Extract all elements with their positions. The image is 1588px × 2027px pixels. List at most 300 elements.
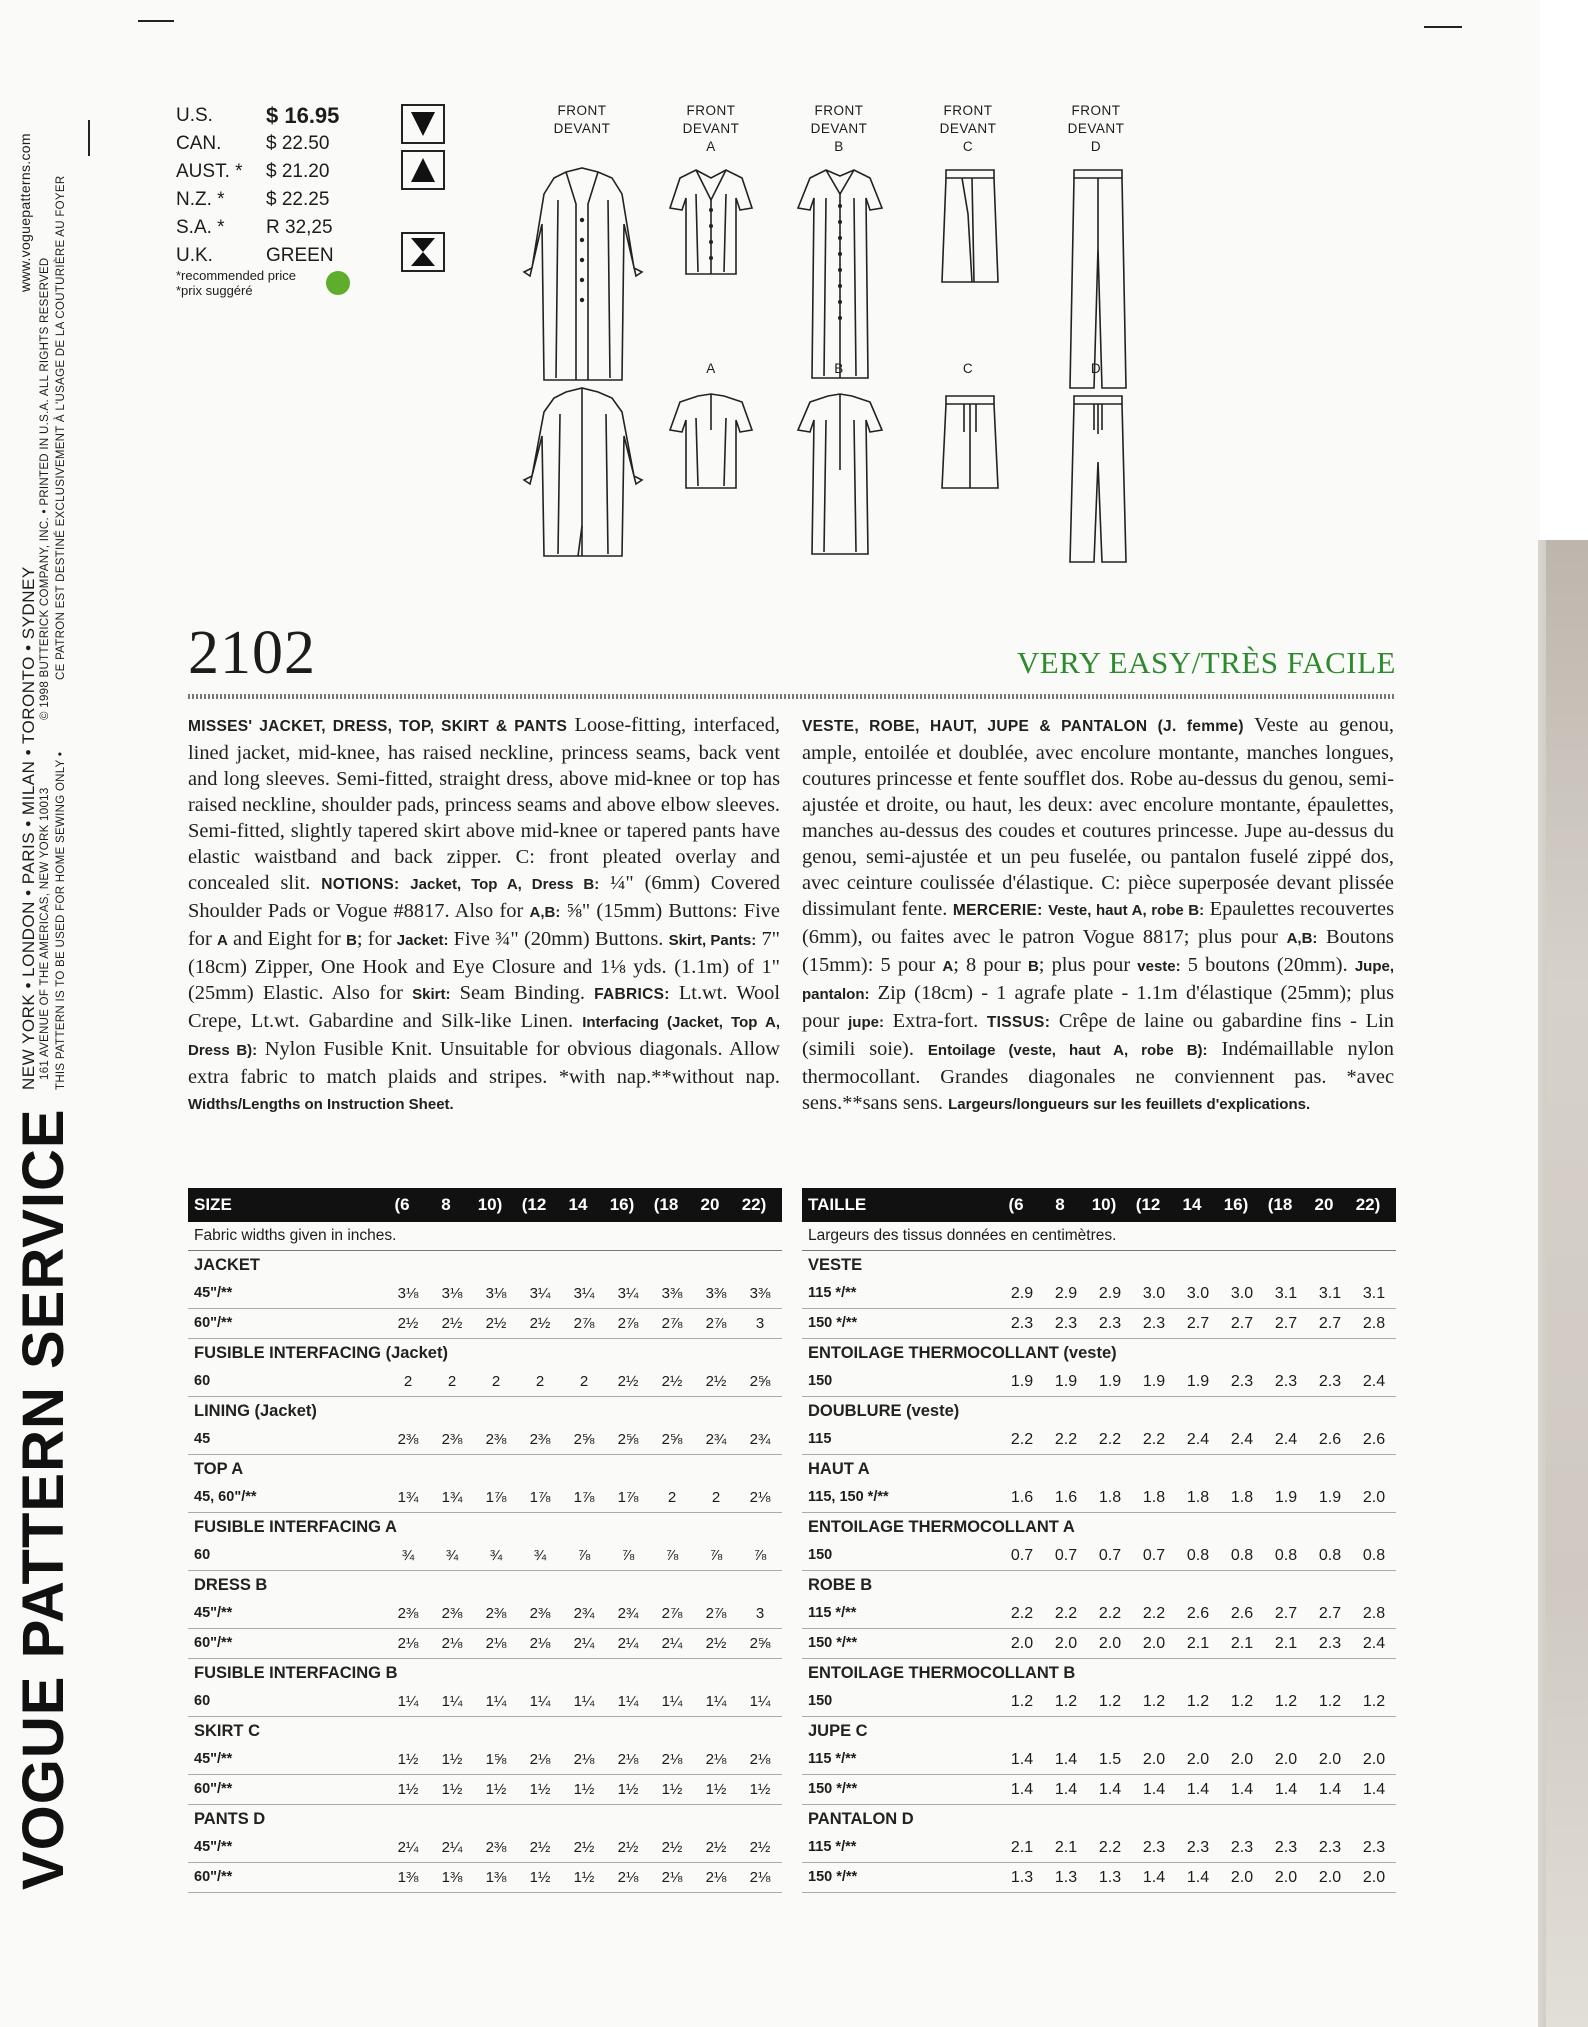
yardage-cell: ¾: [445, 1547, 459, 1564]
yardage-cell: 0.8: [1230, 1547, 1254, 1564]
table-row: [802, 1629, 1396, 1659]
yardage-cell: 2⅜: [397, 1605, 419, 1622]
price-amount: GREEN: [266, 245, 334, 266]
yardage-cell: 2⅛: [617, 1869, 639, 1886]
yardage-cell: 2⅛: [485, 1635, 507, 1652]
yardage-cell: 1½: [617, 1781, 639, 1798]
yardage-cell: 2½: [705, 1839, 727, 1856]
yardage-cell: 2.0: [1010, 1635, 1034, 1652]
yardage-cell: 1.8: [1142, 1489, 1166, 1506]
yardage-cell: 0.8: [1186, 1547, 1210, 1564]
yardage-cell: 2½: [529, 1315, 551, 1332]
yardage-cell: 2.2: [1054, 1431, 1078, 1448]
garment-group-heading: DOUBLURE (veste): [808, 1402, 960, 1420]
yardage-cell: 3⅛: [441, 1285, 463, 1302]
yardage-cell: 1¼: [529, 1693, 551, 1710]
yardage-cell: 2.0: [1274, 1869, 1298, 1886]
yardage-cell: 2.4: [1186, 1431, 1210, 1448]
table-row: [802, 1833, 1396, 1863]
yardage-cell: 2.3: [1098, 1315, 1122, 1332]
yardage-cell: 2⅝: [661, 1431, 683, 1448]
top-a-front-sketch: [666, 164, 756, 276]
brand-vertical: VOGUE PATTERN SERVICE: [11, 1108, 76, 1890]
yardage-cell: 1.6: [1010, 1489, 1034, 1506]
yardage-cell: 1.6: [1054, 1489, 1078, 1506]
yardage-cell: 0.8: [1318, 1547, 1342, 1564]
yardage-cell: 2.3: [1142, 1839, 1166, 1856]
table-row: [802, 1279, 1396, 1309]
description-en: MISSES' JACKET, DRESS, TOP, SKIRT & PANTS Loose-fitting, interfaced, lined jacket, mid-knee, has raised neckline, princess seams, back vent and long sleeves. Semi-fitted, straight dress, above mid-knee or top has raised neckline, shoulder pads, princess seams and above elbow sleeves. Semi-fitted, slightly tapered skirt above mid-knee or tapered pants have elastic waistband and back zipper. C: front pleated overlay and concealed slit. NOTIONS: Jacket, Top A, Dress B: ¼" (6mm) Covered Shoulder Pads or Vogue #8817. Also for A,B: ⅝" (15mm) Buttons: Five for A and Eight for B; for Jacket: Five ¾" (20mm) Buttons. Skirt, Pants: 7" (18cm) Zipper, One Hook and Eye Closure and 1⅛ yds. (1.1m) of 1" (25mm) Elastic. Also for Skirt: Seam Binding. FABRICS: Lt.wt. Wool Crepe, Lt.wt. Gabardine and Silk-like Linen. Interfacing (Jacket, Top A, Dress B): Nylon Fusible Knit. Unsuitable for obvious diagonals. Allow extra fabric to match plaids and stripes. *with nap.**without nap. Widths/Lengths on Instruction Sheet.: [188, 714, 781, 1113]
yardage-cell: 2¾: [573, 1605, 595, 1622]
yardage-cell: 2.7: [1318, 1315, 1342, 1332]
yardage-cell: 2⅞: [617, 1315, 639, 1332]
garment-group-heading: HAUT A: [808, 1460, 870, 1478]
yardage-cell: 2⅞: [573, 1315, 595, 1332]
price-amount: $ 22.50: [266, 133, 330, 154]
yardage-cell: 1.4: [1142, 1869, 1166, 1886]
yardage-cell: 2⅛: [529, 1751, 551, 1768]
yardage-cell: 2.0: [1230, 1869, 1254, 1886]
garment-group-heading: FUSIBLE INTERFACING (Jacket): [194, 1344, 448, 1362]
yardage-cell: 2.7: [1186, 1315, 1210, 1332]
fabric-width-label: 60: [194, 1547, 211, 1563]
yardage-cell: ¾: [533, 1547, 547, 1564]
website-vertical: www.voguepatterns.com: [17, 133, 33, 292]
table-row: [188, 1745, 782, 1775]
yardage-cell: 1.2: [1010, 1693, 1034, 1710]
table-row: [188, 1367, 782, 1397]
yardage-cell: 2.3: [1142, 1315, 1166, 1332]
table-row: [188, 1279, 782, 1309]
yardage-cell: 2⅛: [749, 1869, 771, 1886]
triangle-down-icon: [401, 104, 445, 144]
table-row: [802, 1541, 1396, 1571]
garment-group-heading: LINING (Jacket): [194, 1402, 317, 1420]
yardage-cell: 1½: [705, 1781, 727, 1798]
triangle-up-icon: [401, 150, 445, 190]
yardage-cell: 3.0: [1186, 1285, 1210, 1302]
back-label-a: A: [706, 361, 716, 376]
yardage-cell: 2½: [705, 1373, 727, 1390]
yardage-cell: 1.8: [1230, 1489, 1254, 1506]
yardage-cell: 2.0: [1054, 1635, 1078, 1652]
yardage-cell: 1.4: [1010, 1751, 1034, 1768]
yardage-cell: 2.7: [1230, 1315, 1254, 1332]
table-row: [188, 1541, 782, 1571]
yardage-cell: 2.0: [1142, 1751, 1166, 1768]
yardage-cell: 1.8: [1186, 1489, 1210, 1506]
description-fr: VESTE, ROBE, HAUT, JUPE & PANTALON (J. femme) Veste au genou, ample, entoilée et doublée, avec encolure montante, manches longues, coutures princesse et fente soufflet dos. Robe au-dessus du genou, semi-ajustée et droite, ou haut, les deux: avec encolure montante, épaulettes, manches au-dessus des coudes et coutures princesse. Jupe au-dessus du genou, semi-ajustée et un peu fuselée, ou pantalon fuselé zippé dos, avec ceinture coulissée d'élastique. C: pièce superposée devant plissée dissimulant fente. MERCERIE: Veste, haut A, robe B: Epaulettes recouvertes (6mm), ou faites avec le patron Vogue 8817; plus pour A,B: Boutons (15mm): 5 pour A; 8 pour B; plus pour veste: 5 boutons (20mm). Jupe, pantalon: Zip (18cm) - 1 agrafe plate - 1.1m d'élastique (25mm); plus pour jupe: Extra-fort. TISSUS: Crêpe de laine ou gabardine fins - Lin (simili soie). Entoilage (veste, haut A, robe B): Indémaillable nylon thermocollant. Grandes diagonales ne conviennent pas. *avec sens.**sans sens. Largeurs/longueurs sur les feuillets d'explications.: [802, 714, 1395, 1114]
yardage-table-fr: [802, 1188, 1396, 1893]
size-header-cell: 14: [1182, 1195, 1202, 1214]
table-row: [802, 1367, 1396, 1397]
yardage-cell: 2.1: [1230, 1635, 1254, 1652]
table-row: [802, 1687, 1396, 1717]
garment-group-heading: ENTOILAGE THERMOCOLLANT B: [808, 1664, 1076, 1682]
yardage-cell: 3: [755, 1315, 765, 1332]
yardage-cell: 2.7: [1318, 1605, 1342, 1622]
fabric-width-label: 60"/**: [194, 1635, 233, 1651]
size-label: TAILLE: [808, 1195, 867, 1214]
yardage-cell: 1.2: [1362, 1693, 1386, 1710]
garment-group-heading: ENTOILAGE THERMOCOLLANT A: [808, 1518, 1075, 1536]
yardage-cell: 2⅜: [485, 1431, 507, 1448]
yardage-cell: 1.4: [1318, 1781, 1342, 1798]
yardage-cell: 2½: [485, 1315, 507, 1332]
yardage-cell: 1¾: [397, 1489, 419, 1506]
yardage-cell: 1¼: [573, 1693, 595, 1710]
table-row: [802, 1863, 1396, 1893]
table-row: [188, 1863, 782, 1893]
yardage-cell: 2⅜: [529, 1605, 551, 1622]
crop-mark: [88, 120, 90, 156]
fabric-width-label: 150: [808, 1373, 833, 1389]
yardage-cell: 1.9: [1318, 1489, 1342, 1506]
yardage-cell: ¾: [489, 1547, 503, 1564]
yardage-cell: 2½: [705, 1635, 727, 1652]
table-row: [802, 1309, 1396, 1339]
pattern-number: 2102: [188, 619, 316, 687]
yardage-cell: 1½: [397, 1751, 419, 1768]
yardage-cell: 1.4: [1186, 1781, 1210, 1798]
yardage-cell: 1.9: [1010, 1373, 1034, 1390]
price-list: [176, 102, 356, 270]
yardage-cell: 2.3: [1274, 1839, 1298, 1856]
price-country: S.A. *: [176, 217, 225, 238]
yardage-cell: 3⅛: [485, 1285, 507, 1302]
table-row: [188, 1425, 782, 1455]
yardage-cell: ⅞: [577, 1547, 591, 1564]
yardage-cell: 1.2: [1186, 1693, 1210, 1710]
yardage-cell: 2.0: [1362, 1751, 1386, 1768]
size-header-cell: 14: [568, 1195, 588, 1214]
yardage-cell: 2⅝: [749, 1635, 771, 1652]
yardage-cell: 1⅜: [441, 1869, 463, 1886]
skirt-c-front-sketch: [938, 166, 1002, 286]
yardage-cell: 2.2: [1010, 1431, 1034, 1448]
size-label: SIZE: [194, 1195, 232, 1214]
yardage-cell: ⅞: [621, 1547, 635, 1564]
yardage-cell: 1.4: [1142, 1781, 1166, 1798]
yardage-cell: 1.3: [1098, 1869, 1122, 1886]
yardage-cell: 1.4: [1098, 1781, 1122, 1798]
garment-group-heading: VESTE: [808, 1256, 863, 1274]
yardage-cell: 0.8: [1362, 1547, 1386, 1564]
jacket-back-sketch: [518, 386, 646, 558]
yardage-cell: ⅞: [753, 1547, 767, 1564]
yardage-cell: 1⅜: [485, 1869, 507, 1886]
yardage-cell: 2⅛: [661, 1869, 683, 1886]
yardage-cell: 2⅛: [705, 1751, 727, 1768]
yardage-cell: 1.9: [1098, 1373, 1122, 1390]
skirt-c-back-sketch: [938, 392, 1002, 492]
size-header-cell: 20: [1314, 1195, 1334, 1214]
yardage-cell: 2.4: [1362, 1373, 1386, 1390]
yardage-cell: 2.0: [1274, 1751, 1298, 1768]
yardage-cell: 2.7: [1274, 1315, 1298, 1332]
yardage-cell: 2.1: [1274, 1635, 1298, 1652]
yardage-cell: 1⅜: [397, 1869, 419, 1886]
yardage-cell: 2½: [661, 1373, 683, 1390]
yardage-cell: ⅞: [709, 1547, 723, 1564]
yardage-cell: 3¼: [573, 1285, 595, 1302]
yardage-cell: 3⅜: [661, 1285, 683, 1302]
price-country: U.K.: [176, 245, 213, 266]
yardage-cell: 2.6: [1318, 1431, 1342, 1448]
fabric-width-label: 45, 60"/**: [194, 1489, 257, 1505]
pants-d-front-sketch: [1066, 164, 1130, 390]
yardage-cell: 2: [711, 1489, 721, 1506]
yardage-cell: 2.0: [1318, 1751, 1342, 1768]
pants-d-back-sketch: [1066, 390, 1130, 564]
yardage-cell: 2⅞: [705, 1605, 727, 1622]
yardage-cell: 1½: [441, 1781, 463, 1798]
copyright-vertical: © 1998 BUTTERICK COMPANY, INC. • PRINTED IN U.S.A. ALL RIGHTS RESERVED: [39, 257, 51, 720]
yardage-cell: 2⅛: [397, 1635, 419, 1652]
yardage-cell: 2⅜: [485, 1839, 507, 1856]
size-header-cell: 16): [1223, 1195, 1249, 1214]
yardage-cell: 2½: [617, 1373, 639, 1390]
yardage-cell: 2.3: [1318, 1373, 1342, 1390]
yardage-cell: 2⅛: [573, 1751, 595, 1768]
yardage-cell: 2.3: [1230, 1373, 1254, 1390]
yardage-cell: 2.0: [1230, 1751, 1254, 1768]
yardage-cell: 2.0: [1142, 1635, 1166, 1652]
yardage-cell: 3: [755, 1605, 765, 1622]
usage-fr-vertical: CE PATRON EST DESTINÉ EXCLUSIVEMENT À L'USAGE DE LA COUTURIÈRE AU FOYER: [55, 175, 67, 680]
yardage-cell: 2.0: [1362, 1489, 1386, 1506]
yardage-cell: 1¼: [397, 1693, 419, 1710]
yardage-cell: 2.8: [1362, 1605, 1386, 1622]
fabric-width-label: 150 */**: [808, 1781, 858, 1797]
yardage-cell: 2⅜: [397, 1431, 419, 1448]
size-header-cell: (6: [394, 1195, 410, 1214]
table-row: [188, 1309, 782, 1339]
price-country: U.S.: [176, 105, 213, 126]
yardage-cell: 2.2: [1010, 1605, 1034, 1622]
yardage-cell: 1½: [441, 1751, 463, 1768]
address-vertical: 161 AVENUE OF THE AMERICAS, NEW YORK 10013: [39, 787, 51, 1080]
size-header-cell: (12: [521, 1195, 547, 1214]
dress-b-back-sketch: [794, 390, 886, 556]
yardage-cell: 1½: [661, 1781, 683, 1798]
yardage-cell: 2.3: [1362, 1839, 1386, 1856]
yardage-cell: 1.5: [1098, 1751, 1122, 1768]
table-header: [188, 1188, 782, 1222]
yardage-cell: 3.0: [1142, 1285, 1166, 1302]
yardage-cell: 2.4: [1274, 1431, 1298, 1448]
yardage-cell: 1½: [529, 1781, 551, 1798]
width-note: Largeurs des tissus données en centimètres.: [802, 1222, 1396, 1251]
back-label-d: D: [1090, 361, 1102, 376]
yardage-cell: ¾: [401, 1547, 415, 1564]
price-amount: R 32,25: [266, 217, 333, 238]
yardage-cell: 3.1: [1274, 1285, 1298, 1302]
yardage-cell: 2.1: [1010, 1839, 1034, 1856]
yardage-cell: 1⅝: [485, 1751, 507, 1768]
size-header-cell: (12: [1135, 1195, 1161, 1214]
yardage-cell: 2.3: [1318, 1839, 1342, 1856]
fabric-width-label: 115 */**: [808, 1751, 857, 1767]
table-row: [802, 1425, 1396, 1455]
yardage-cell: 1.4: [1186, 1869, 1210, 1886]
yardage-cell: 2⅝: [573, 1431, 595, 1448]
yardage-cell: 1.2: [1098, 1693, 1122, 1710]
yardage-cell: 2.3: [1230, 1839, 1254, 1856]
fabric-width-label: 115 */**: [808, 1285, 857, 1301]
yardage-cell: 2: [579, 1373, 589, 1390]
yardage-cell: 1.9: [1186, 1373, 1210, 1390]
yardage-cell: 1⅞: [485, 1489, 507, 1506]
front-label-d: FRONT DEVANT D: [1067, 103, 1125, 154]
yardage-cell: 2⅞: [661, 1315, 683, 1332]
table-row: [802, 1775, 1396, 1805]
yardage-cell: 1½: [749, 1781, 771, 1798]
size-header-cell: 22): [741, 1195, 767, 1214]
back-label-c: C: [962, 361, 974, 376]
yardage-cell: 3¼: [617, 1285, 639, 1302]
yardage-cell: 2.2: [1098, 1839, 1122, 1856]
yardage-cell: 2¾: [749, 1431, 771, 1448]
yardage-cell: 2⅝: [617, 1431, 639, 1448]
yardage-cell: 1.9: [1142, 1373, 1166, 1390]
yardage-cell: 1½: [485, 1781, 507, 1798]
price-row: [176, 242, 356, 270]
yardage-cell: 3⅜: [749, 1285, 771, 1302]
fabric-width-label: 45"/**: [194, 1605, 233, 1621]
size-header-cell: 20: [700, 1195, 720, 1214]
yardage-cell: 1⅞: [617, 1489, 639, 1506]
yardage-cell: 1.2: [1318, 1693, 1342, 1710]
yardage-cell: 2⅛: [749, 1489, 771, 1506]
yardage-cell: 1½: [397, 1781, 419, 1798]
cities-vertical: NEW YORK • LONDON • PARIS • MILAN • TORONTO • SYDNEY: [19, 566, 38, 1090]
yardage-cell: 2.0: [1186, 1751, 1210, 1768]
yardage-cell: 3.1: [1362, 1285, 1386, 1302]
yardage-cell: 3¼: [529, 1285, 551, 1302]
table-row: [188, 1629, 782, 1659]
yardage-cell: 2.4: [1230, 1431, 1254, 1448]
hourglass-icon: [401, 232, 445, 272]
yardage-cell: 2.0: [1098, 1635, 1122, 1652]
yardage-cell: 1.4: [1054, 1781, 1078, 1798]
yardage-cell: 2½: [573, 1839, 595, 1856]
yardage-cell: ⅞: [665, 1547, 679, 1564]
fabric-width-label: 115 */**: [808, 1839, 857, 1855]
yardage-cell: 2½: [661, 1839, 683, 1856]
yardage-cell: 3⅛: [397, 1285, 419, 1302]
yardage-cell: 2.2: [1098, 1605, 1122, 1622]
yardage-cell: 2¾: [705, 1431, 727, 1448]
yardage-cell: 1.2: [1054, 1693, 1078, 1710]
fabric-width-label: 150 */**: [808, 1315, 858, 1331]
yardage-cell: 2.3: [1274, 1373, 1298, 1390]
yardage-cell: 2¼: [573, 1635, 595, 1652]
yardage-cell: 2⅜: [485, 1605, 507, 1622]
fabric-width-label: 150 */**: [808, 1635, 858, 1651]
fabric-width-label: 60: [194, 1373, 211, 1389]
garment-group-heading: SKIRT C: [194, 1722, 260, 1740]
yardage-cell: 2⅛: [529, 1635, 551, 1652]
garment-group-heading: PANTALON D: [808, 1810, 914, 1828]
yardage-cell: 2.2: [1142, 1605, 1166, 1622]
yardage-cell: 1.3: [1054, 1869, 1078, 1886]
price-amount: $ 22.25: [266, 189, 330, 210]
yardage-cell: 2¾: [617, 1605, 639, 1622]
yardage-cell: 1.4: [1230, 1781, 1254, 1798]
fabric-width-label: 45"/**: [194, 1751, 233, 1767]
table-row: [188, 1483, 782, 1513]
yardage-cell: 1¼: [485, 1693, 507, 1710]
yardage-cell: 1⅞: [529, 1489, 551, 1506]
garment-group-heading: FUSIBLE INTERFACING A: [194, 1518, 397, 1536]
yardage-cell: 1.2: [1274, 1693, 1298, 1710]
usage-en-vertical: THIS PATTERN IS TO BE USED FOR HOME SEWING ONLY •: [55, 751, 67, 1090]
front-label-c: FRONT DEVANT C: [939, 103, 997, 154]
size-header-cell: (6: [1008, 1195, 1024, 1214]
yardage-cell: 2.3: [1010, 1315, 1034, 1332]
fabric-width-label: 45"/**: [194, 1285, 233, 1301]
fabric-width-label: 150: [808, 1693, 833, 1709]
fabric-width-label: 115 */**: [808, 1605, 857, 1621]
fabric-width-label: 150 */**: [808, 1869, 858, 1885]
fabric-width-label: 60"/**: [194, 1781, 233, 1797]
size-header-cell: (18: [653, 1195, 679, 1214]
yardage-cell: 2.6: [1186, 1605, 1210, 1622]
price-row: [176, 158, 356, 186]
yardage-cell: 2¼: [397, 1839, 419, 1856]
table-row: [802, 1599, 1396, 1629]
yardage-cell: 2¼: [617, 1635, 639, 1652]
table-row: [188, 1833, 782, 1863]
yardage-cell: 2.4: [1362, 1635, 1386, 1652]
yardage-cell: 2½: [441, 1315, 463, 1332]
table-row: [188, 1599, 782, 1629]
garment-group-heading: FUSIBLE INTERFACING B: [194, 1664, 398, 1682]
yardage-cell: 2⅜: [441, 1605, 463, 1622]
yardage-cell: 2⅛: [441, 1635, 463, 1652]
yardage-cell: 2½: [529, 1839, 551, 1856]
yardage-cell: 1½: [573, 1781, 595, 1798]
price-note: *recommended price *prix suggéré: [176, 268, 296, 298]
size-header-cell: 10): [1091, 1195, 1117, 1214]
yardage-cell: 2.3: [1186, 1839, 1210, 1856]
yardage-cell: 2⅛: [661, 1751, 683, 1768]
yardage-cell: 1¼: [705, 1693, 727, 1710]
fabric-width-label: 115: [808, 1431, 832, 1447]
yardage-cell: 2: [535, 1373, 545, 1390]
garment-group-heading: PANTS D: [194, 1810, 266, 1828]
yardage-cell: 2: [491, 1373, 501, 1390]
yardage-cell: 2: [447, 1373, 457, 1390]
size-header-cell: (18: [1267, 1195, 1293, 1214]
yardage-cell: 3.1: [1318, 1285, 1342, 1302]
yardage-cell: 2⅞: [661, 1605, 683, 1622]
yardage-cell: 2⅜: [529, 1431, 551, 1448]
yardage-cell: 1⅞: [573, 1489, 595, 1506]
top-a-back-sketch: [666, 390, 756, 490]
price-row: [176, 186, 356, 214]
price-amount: $ 21.20: [266, 161, 330, 182]
yardage-cell: 3⅜: [705, 1285, 727, 1302]
difficulty-label: VERY EASY/TRÈS FACILE: [1016, 645, 1396, 680]
yardage-cell: 1.9: [1054, 1373, 1078, 1390]
size-header-cell: 10): [477, 1195, 503, 1214]
yardage-cell: 2.3: [1054, 1315, 1078, 1332]
yardage-cell: 2.0: [1318, 1869, 1342, 1886]
fabric-width-label: 60"/**: [194, 1869, 233, 1885]
yardage-cell: 0.7: [1098, 1547, 1122, 1564]
